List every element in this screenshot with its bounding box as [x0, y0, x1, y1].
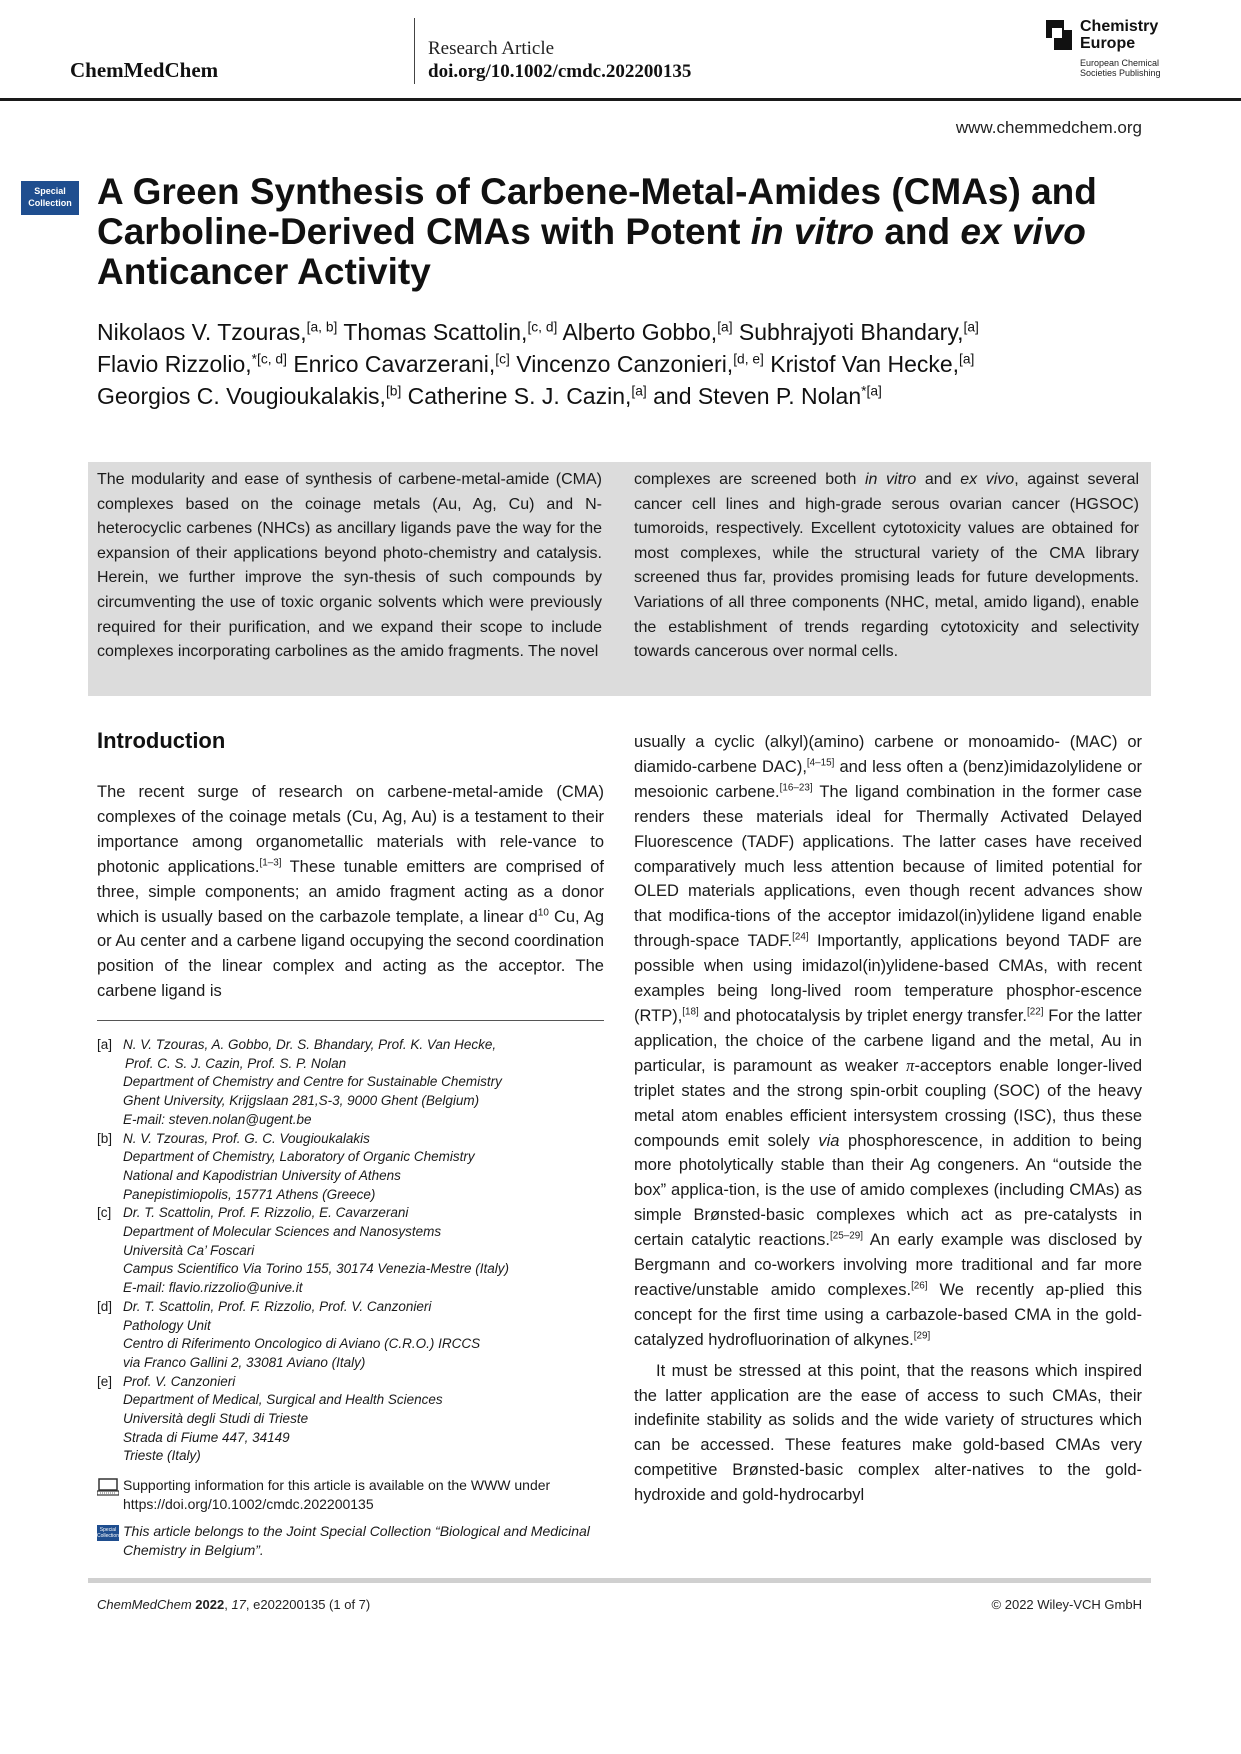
author-name: Thomas Scattolin,	[343, 319, 528, 345]
text-segment: These tunable emitters are comprised of three, simple components; an amido fragment acting as a donor which is usually based on the carbazole template, a linear d	[97, 857, 604, 926]
affiliation-line: National and Kapodistrian University of Athens	[123, 1167, 401, 1183]
abstract-segment: , against several cancer cell lines and high-grade serous ovarian cancer (HGSOC) tumoroids, respectively. Excellent cytotoxicity values are obtained for most complexes, while the structural variety of the CMA library screened thus far, provides promising leads for future developments. Variations of all three components (NHC, metal, amido ligand), enable the establishment of trends regarding cytotoxicity and selectivity towards cancerous over normal cells.	[634, 471, 1140, 661]
affiliation-line: Strada di Fiume 447, 34149	[123, 1429, 290, 1445]
affiliation-line: Panepistimiopolis, 15771 Athens (Greece)	[123, 1186, 376, 1202]
text-segment: -acceptors enable longer-lived triplet states and the strong spin-orbit coupling (SOC) of the heavy metal atom enables efficient intersystem crossing (ISC), thus these compounds emit solely	[634, 1056, 1142, 1150]
author-affiliation: *[c, d]	[251, 351, 287, 367]
author-affiliation: [d, e]	[733, 351, 764, 367]
author-name: Vincenzo Canzonieri,	[516, 351, 734, 377]
affiliation-a	[97, 1036, 617, 1130]
abstract-box	[88, 462, 1151, 696]
author-name: Alberto Gobbo,	[562, 319, 718, 345]
text-segment: For the latter application, the choice of the carbene ligand and the metal, Au in particular, is paramount as weaker	[634, 1006, 1143, 1075]
affiliation-line: N. V. Tzouras, Prof. G. C. Vougioukalakis	[123, 1130, 370, 1146]
affiliation-line: Department of Molecular Sciences and Nanosystems	[123, 1224, 442, 1240]
article-title	[97, 172, 1117, 292]
badge-mini-line-2: Collection	[97, 1533, 119, 1539]
footer-journal: ChemMedChem	[97, 1597, 192, 1612]
author-affiliation: [a, b]	[306, 319, 338, 335]
author-affiliation: [a]	[717, 319, 733, 335]
citation-ref[interactable]: [1–3]	[259, 857, 282, 869]
article-type: Research Article	[428, 38, 555, 59]
title-part-3: Anticancer Activity	[97, 251, 431, 292]
author-affiliation: [b]	[385, 383, 402, 399]
footer-year: 2022	[195, 1597, 225, 1612]
text-segment: phosphorescence, in addition to being more photolytically stable than their Ag congeners. An “outside the box” applica-tion, is the use of amido complexes (including CMAs) as simple Brønsted-basic complexes which act as pre-catalysts in certain catalytic reactions.	[634, 1131, 1142, 1250]
affiliation-line: Ghent University, Krijgslaan 281,S-3, 9000 Ghent (Belgium)	[123, 1093, 480, 1109]
citation-ref[interactable]: [24]	[792, 931, 809, 943]
footer-volume: 17	[231, 1597, 246, 1612]
author-affiliation: [c]	[495, 351, 510, 367]
author-affiliation: [a]	[959, 351, 975, 367]
author-name: Catherine S. J. Cazin,	[407, 383, 632, 409]
affiliation-line: Dr. T. Scattolin, Prof. F. Rizzolio, Prof. V. Canzonieri	[123, 1298, 432, 1314]
text-segment: and less often a (benz)imidazolylidene or mesoionic carbene.	[634, 757, 1142, 801]
author-name: Enrico Cavarzerani,	[293, 351, 496, 377]
affiliation-c	[97, 1204, 617, 1298]
citation-ref[interactable]: [18]	[682, 1006, 699, 1018]
footer-copyright: © 2022 Wiley-VCH GmbH	[991, 1597, 1142, 1612]
affiliation-b	[97, 1130, 617, 1205]
badge-line-1: Special	[34, 186, 66, 196]
special-collection-text: This article belongs to the Joint Special Collection “Biological and Medicinal Chemistry in Belgium”.	[123, 1523, 590, 1558]
affiliation-line: Department of Chemistry and Centre for Sustainable Chemistry	[123, 1074, 502, 1090]
affiliation-line: Prof. V. Canzonieri	[123, 1373, 236, 1389]
header-divider	[414, 18, 415, 84]
supporting-info-text[interactable]: Supporting information for this article is available on the WWW under https://doi.org/10.1002/cmdc.202200135	[123, 1477, 551, 1512]
title-italic-2: ex vivo	[960, 211, 1086, 252]
author-list	[97, 316, 1127, 412]
author-affiliation: *[a]	[861, 383, 882, 399]
citation-ref[interactable]: [4–15]	[806, 757, 835, 769]
section-heading-introduction: Introduction	[97, 728, 226, 753]
abstract-italic: in vitro	[865, 471, 917, 488]
publisher-name: Chemistry Europe	[1080, 18, 1159, 52]
affiliation-line: Prof. C. S. J. Cazin, Prof. S. P. Nolan	[125, 1055, 347, 1071]
footer-article-number: , e202200135 (1 of 7)	[245, 1597, 371, 1612]
header-rule	[0, 98, 1241, 101]
journal-name: ChemMedChem	[70, 58, 219, 82]
footnote-rule	[97, 1020, 604, 1021]
author-affiliation: [a]	[631, 383, 647, 399]
affiliation-line: Dr. T. Scattolin, Prof. F. Rizzolio, E. Cavarzerani	[123, 1205, 409, 1221]
text-segment: Cu, Ag or Au center and a carbene ligand occupying the second coordination position of the linear complex and acting as the acceptor. The carbene ligand is	[97, 907, 604, 1001]
computer-icon	[97, 1478, 119, 1496]
affiliation-tag: [a]	[97, 1037, 113, 1052]
publisher-tagline: European Chemical Societies Publishing	[1080, 58, 1161, 78]
affiliation-line: Campus Scientifico Via Torino 155, 30174 Venezia-Mestre (Italy)	[123, 1261, 509, 1277]
intro-paragraph-right-1	[634, 730, 1142, 1353]
title-part-1: A Green Synthesis of Carbene-Metal-Amides (CMAs) and Carboline-Derived CMAs with Potent	[97, 171, 1097, 252]
text-segment: The recent surge of research on carbene-metal-amide (CMA) complexes of the coinage metals (Cu, Ag, Au) is a testament to their importance among organometallic materials with rele-vance to photonic applications.	[97, 783, 604, 876]
title-part-2: and	[874, 211, 961, 252]
superscript: 10	[537, 907, 549, 919]
badge-mini-line-1: Special	[99, 1527, 117, 1533]
text-segment: The ligand combination in the former case renders these materials ideal for Thermally Activated Delayed Fluorescence (TADF) applications. The latter cases have received comparatively much less attention because of limited potential for OLED materials applications, even though recent advances show that modifica-tions of the acceptor imidazol(in)ylidene ligand enable through-space TADF.	[634, 782, 1142, 951]
special-collection-badge	[21, 181, 79, 215]
affiliation-email[interactable]: E-mail: flavio.rizzolio@unive.it	[123, 1280, 303, 1296]
author-name: Subhrajyoti Bhandary,	[738, 319, 964, 345]
affiliations-list	[97, 1036, 617, 1466]
intro-paragraph-right-2: It must be stressed at this point, that the reasons which inspired the latter application are the ease of access to such CMAs, their indefinite stability as solids and the wide variety of structures which can be accessed. These features make gold-based CMAs very competitive Brønsted-basic complex alter-natives to the gold-hydroxide and gold-hydrocarbyl	[634, 1361, 1142, 1505]
pi-symbol: π	[906, 1055, 915, 1075]
text-segment: Importantly, applications beyond TADF are possible when using imidazol(in)ylidene-based CMAs, with recent examples being long-lived room temperature phosphor-escence (RTP),	[634, 932, 1142, 1025]
article-doi-link[interactable]: doi.org/10.1002/cmdc.202200135	[428, 61, 692, 82]
text-segment: We recently ap-plied this concept for the first time using a carbazole-based CMA in the gold-catalyzed hydrofluorination of alkynes.	[634, 1280, 1142, 1349]
author-name: Flavio Rizzolio,	[97, 351, 252, 377]
chemistry-europe-logo-icon	[1046, 20, 1072, 50]
affiliation-tag: [d]	[97, 1298, 113, 1314]
abstract-text-right	[634, 468, 1139, 665]
intro-paragraph-left	[97, 780, 604, 1004]
affiliation-line: Department of Medical, Surgical and Health Sciences	[123, 1392, 443, 1408]
affiliation-tag: [b]	[97, 1130, 113, 1146]
citation-ref[interactable]: [29]	[913, 1330, 931, 1342]
footer-rule	[88, 1578, 1151, 1583]
affiliation-line: via Franco Gallini 2, 33081 Aviano (Italy)	[123, 1354, 366, 1370]
badge-line-2: Collection	[28, 198, 72, 208]
affiliation-d	[97, 1298, 617, 1373]
affiliation-line: Centro di Riferimento Oncologico di Aviano (C.R.O.) IRCCS	[123, 1336, 481, 1352]
abstract-segment: and	[916, 471, 961, 488]
intro-column-right	[634, 730, 1142, 1508]
citation-ref[interactable]: [22]	[1027, 1006, 1044, 1018]
affiliation-email[interactable]: E-mail: steven.nolan@ugent.be	[123, 1111, 312, 1127]
text-segment: An early example was disclosed by Bergmann and co-workers involving more traditional and far more reactive/unstable amido complexes.	[634, 1231, 1142, 1299]
affiliation-e	[97, 1373, 617, 1467]
website-link[interactable]: www.chemmedchem.org	[955, 118, 1142, 137]
affiliation-line: Trieste (Italy)	[123, 1448, 201, 1464]
affiliation-line: Pathology Unit	[123, 1317, 211, 1333]
author-name: and Steven P. Nolan	[653, 383, 862, 409]
author-name: Georgios C. Vougioukalakis,	[97, 383, 386, 409]
author-affiliation: [c, d]	[527, 319, 558, 335]
text-segment: usually a cyclic (alkyl)(amino) carbene or monoamido- (MAC) or diamido-carbene DAC),	[634, 733, 1142, 776]
citation-ref[interactable]: [25–29]	[830, 1230, 863, 1242]
author-name: Kristof Van Hecke,	[770, 351, 960, 377]
italic-via: via	[818, 1131, 840, 1150]
affiliation-line: Department of Chemistry, Laboratory of Organic Chemistry	[123, 1149, 475, 1165]
footer-citation: ChemMedChem 2022, 17, e202200135 (1 of 7)	[97, 1597, 371, 1612]
author-affiliation: [a]	[963, 319, 979, 335]
citation-ref[interactable]: [16–23]	[779, 782, 813, 794]
affiliation-tag: [c]	[97, 1205, 112, 1221]
author-name: Nikolaos V. Tzouras,	[97, 319, 307, 345]
publisher-logo[interactable]	[1046, 18, 1176, 84]
abstract-italic: ex vivo	[960, 471, 1015, 488]
text-segment: and photocatalysis by triplet energy transfer.	[698, 1006, 1027, 1025]
affiliation-line: Università degli Studi di Trieste	[123, 1411, 309, 1427]
special-collection-icon	[97, 1525, 119, 1541]
abstract-segment: complexes are screened both	[634, 471, 865, 488]
affiliation-tag: [e]	[97, 1373, 113, 1389]
abstract-text-left: The modularity and ease of synthesis of carbene-metal-amide (CMA) complexes based on the coinage metals (Au, Ag, Cu) and N-heterocyclic carbenes (NHCs) as ancillary ligands pave the way for the expansion of their applications beyond photo-chemistry and catalysis. Herein, we further improve the syn-thesis of such compounds by circumventing the use of toxic organic solvents which were previously required for their purification, and we expand their scope to include complexes incorporating carbolines as the amido fragments. The novel	[97, 471, 602, 661]
citation-ref[interactable]: [26]	[911, 1280, 928, 1292]
affiliation-line: Università Ca’ Foscari	[123, 1242, 255, 1258]
affiliation-line: N. V. Tzouras, A. Gobbo, Dr. S. Bhandary, Prof. K. Van Hecke,	[123, 1037, 497, 1052]
title-italic-1: in vitro	[750, 211, 875, 252]
